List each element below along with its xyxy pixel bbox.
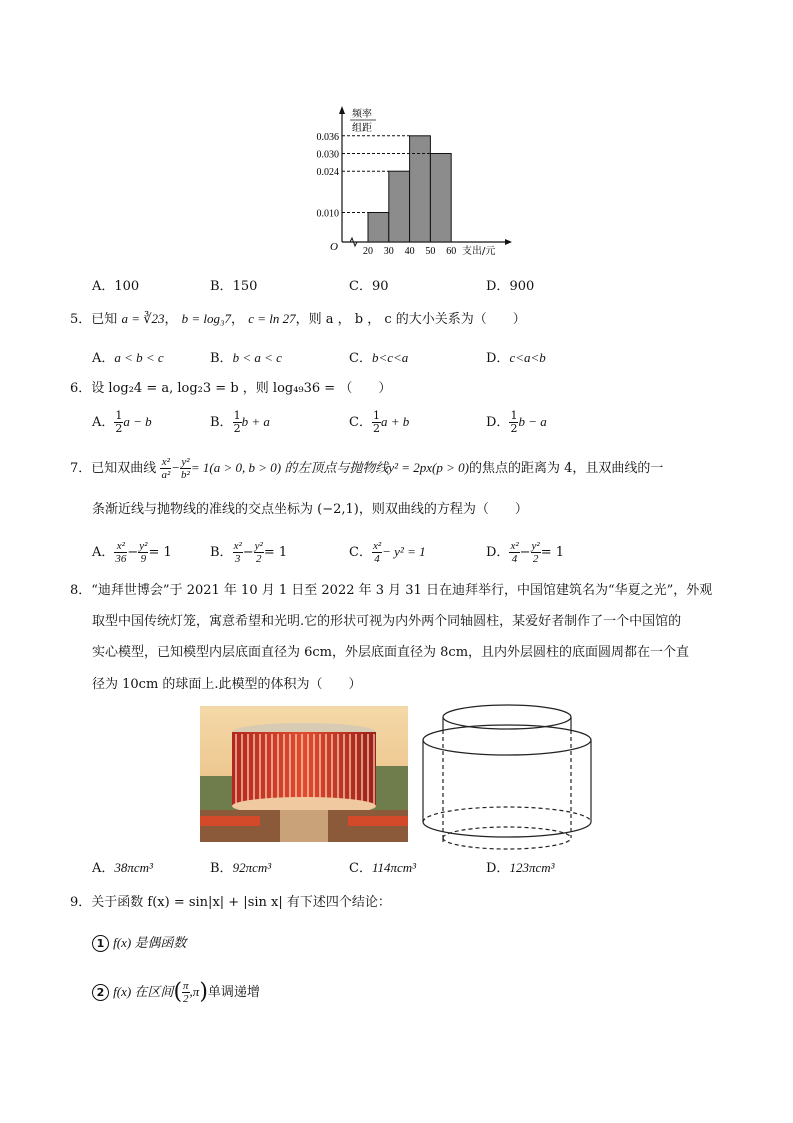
x-tick-label: 60 (446, 246, 457, 257)
q5-option-c[interactable]: C．b<c<a (349, 350, 409, 366)
q6-option-b[interactable]: B． $\frac{1}{2}$ b + a (210, 409, 270, 435)
q8-option-b[interactable]: B．92πcm³ (210, 860, 272, 876)
histogram-bar (389, 171, 410, 242)
q9-stem: 9．关于函数 f(x) = sin|x| + |sin x| 有下述四个结论： (70, 895, 391, 910)
x-tick-label: 20 (363, 246, 373, 257)
q8-stem-line3: 实心模型，已知模型内层底面直径为 6cm，外层底面直径为 8cm，且内外层圆柱的底面圆周都在一个直 (92, 645, 690, 660)
china-pavilion-photo (200, 706, 408, 842)
q8-option-c[interactable]: C．114πcm³ (349, 860, 417, 876)
nested-cylinder-diagram (418, 700, 596, 852)
q7-option-c[interactable]: C． $\frac{\text{x²}}{4}$ − y² = 1 (349, 540, 426, 565)
histogram-chart (300, 100, 520, 260)
y-axis-label-top: 频率 (352, 109, 372, 120)
q7-stem-line1: 7．已知双曲线 $\frac{\text{x²}}{\text{a²}}$ − $\frac{\text{y²}}{\text{b²}}$ = 1(a > 0, b > 0) 的左顶点与抛物线y² = 2px(p > 0)的焦点的距离为 4，且双曲线的一 (70, 456, 664, 481)
q9-conclusion-2: 2 f(x) 在区间( $\frac{\pi}{2}$ ,π)单调递增 (92, 978, 260, 1007)
q5-option-b[interactable]: B．b < a < c (210, 350, 282, 366)
q7-option-b[interactable]: B． $\frac{\text{x²}}{3}$ − $\frac{\text{y²}}{2}$ = 1 (210, 540, 288, 565)
q4-option-a[interactable]: A．100 (92, 279, 140, 294)
q8-stem-line2: 取型中国传统灯笼，寓意希望和光明.它的形状可视为内外两个同轴圆柱，某爱好者制作了一个中国馆的 (92, 614, 682, 629)
q8-option-d[interactable]: D．123πcm³ (486, 860, 555, 876)
x-axis-arrow (505, 239, 512, 245)
q6-stem: 6．设 log₂4 = a, log₂3 = b ，则 log₄₉36 = （ ） (70, 381, 392, 396)
q6-option-d[interactable]: D． $\frac{1}{2}$ b − a (486, 409, 547, 435)
histogram-bar (430, 154, 451, 243)
q7-option-d[interactable]: D． $\frac{\text{x²}}{4}$ − $\frac{\text{y²}}{2}$ = 1 (486, 540, 565, 565)
q9-conclusion-1: 1 f(x) 是偶函数 (92, 935, 186, 952)
q4-option-b[interactable]: B．150 (210, 279, 258, 294)
q8-stem-line1: 8．“迪拜世博会”于 2021 年 10 月 1 日至 2022 年 3 月 31 日在迪拜举行，中国馆建筑名为“华夏之光”，外观 (70, 583, 713, 598)
y-tick-label: 0.030 (316, 149, 339, 161)
q8-option-a[interactable]: A．38πcm³ (92, 860, 153, 876)
histogram-bar (410, 136, 431, 242)
x-tick-label: 50 (425, 246, 436, 257)
q4-option-c[interactable]: C．90 (349, 279, 389, 294)
q5-option-a[interactable]: A．a < b < c (92, 350, 164, 366)
origin-label: O (330, 241, 338, 253)
q6-option-c[interactable]: C． $\frac{1}{2}$ a + b (349, 409, 410, 435)
q7-option-a[interactable]: A． $\frac{\text{x²}}{36}$ − $\frac{\text{y²}}{9}$ = 1 (92, 540, 172, 565)
x-axis-label: 支出/元 (462, 246, 496, 257)
histogram-bar (368, 213, 389, 243)
y-tick-label: 0.010 (316, 208, 339, 220)
y-tick-label: 0.036 (316, 131, 339, 143)
circled-number-1: 1 (92, 935, 109, 952)
y-axis-arrow (339, 106, 345, 114)
q7-stem-line2: 条渐近线与抛物线的准线的交点坐标为 (−2,1)，则双曲线的方程为（ ） (92, 502, 528, 517)
q8-stem-line4: 径为 10cm 的球面上.此模型的体积为（ ） (92, 677, 362, 692)
y-axis-label-bottom: 组距 (352, 123, 372, 134)
q6-option-a[interactable]: A． $\frac{1}{2}$ a − b (92, 409, 152, 435)
x-tick-label: 40 (404, 246, 415, 257)
y-tick-label: 0.024 (316, 167, 339, 179)
q4-option-d[interactable]: D．900 (486, 279, 535, 294)
q5-option-d[interactable]: D．c<a<b (486, 350, 546, 366)
x-tick-label: 30 (383, 246, 394, 257)
circled-number-2: 2 (92, 984, 109, 1001)
q5-stem: 5．已知 a = ∛23， b = log₃7， c = ln 27，则 a ， b ， c 的大小关系为（ ） (70, 311, 526, 327)
